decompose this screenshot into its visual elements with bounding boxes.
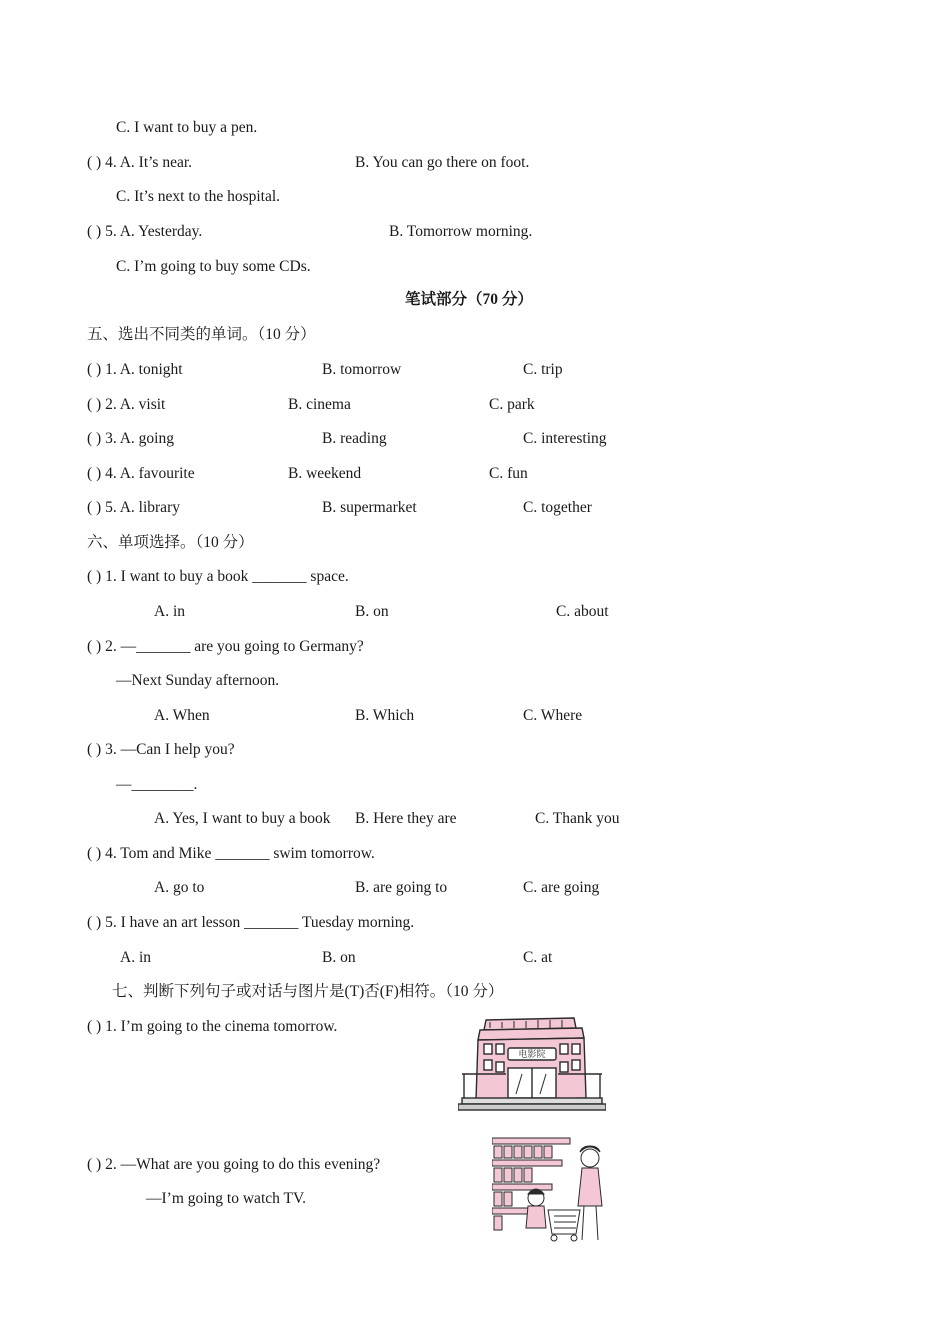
s5-q2-option-b: B. cinema: [288, 396, 351, 413]
s6-q3-option-a: A. Yes, I want to buy a book: [154, 810, 331, 827]
s6-q5-option-c: C. at: [523, 949, 553, 966]
section6-heading: 六、单项选择。（10 分）: [87, 534, 254, 551]
cinema-sign-text: 电影院: [518, 1050, 546, 1060]
listening-q5-option-a: ( ) 5. A. Yesterday.: [87, 223, 203, 240]
s5-q2-option-c: C. park: [489, 396, 535, 413]
s5-q4-option-a: ( ) 4. A. favourite: [87, 465, 195, 482]
s6-q4-option-b: B. are going to: [355, 879, 448, 896]
s6-q1-option-a: A. in: [154, 603, 185, 620]
s5-q4-option-b: B. weekend: [288, 465, 362, 482]
s5-q4-option-c: C. fun: [489, 465, 528, 482]
listening-q3-option-c: C. I want to buy a pen.: [116, 119, 258, 136]
s5-q5-option-c: C. together: [523, 499, 592, 516]
listening-q4-option-a: ( ) 4. A. It’s near.: [87, 154, 193, 171]
listening-q4-option-c: C. It’s next to the hospital.: [116, 188, 281, 205]
s5-q3-option-b: B. reading: [322, 430, 387, 447]
s6-q3-reply: —________.: [116, 776, 198, 793]
s6-q2-option-c: C. Where: [523, 707, 583, 724]
s5-q5-option-a: ( ) 5. A. library: [87, 499, 180, 516]
s6-q3-option-b: B. Here they are: [355, 810, 457, 827]
s6-q1-option-b: B. on: [355, 603, 389, 620]
cinema-building-image: [458, 1012, 606, 1116]
s6-q5-option-a: A. in: [120, 949, 151, 966]
s5-q1-option-c: C. trip: [523, 361, 563, 378]
s6-q3-option-c: C. Thank you: [535, 810, 620, 827]
section7-heading: 七、判断下列句子或对话与图片是(T)否(F)相符。（10 分）: [112, 983, 504, 1000]
listening-q4-option-b: B. You can go there on foot.: [355, 154, 530, 171]
s5-q1-option-a: ( ) 1. A. tonight: [87, 361, 183, 378]
s6-q4-option-a: A. go to: [154, 879, 205, 896]
s6-q4-stem: ( ) 4. Tom and Mike _______ swim tomorrow.: [87, 845, 375, 862]
s6-q2-option-b: B. Which: [355, 707, 415, 724]
s7-q2-reply: —I’m going to watch TV.: [146, 1190, 307, 1207]
s5-q3-option-a: ( ) 3. A. going: [87, 430, 174, 447]
section5-heading: 五、选出不同类的单词。（10 分）: [87, 326, 316, 343]
s5-q2-option-a: ( ) 2. A. visit: [87, 396, 166, 413]
s6-q2-option-a: A. When: [154, 707, 210, 724]
s6-q1-option-c: C. about: [556, 603, 609, 620]
s6-q5-option-b: B. on: [322, 949, 356, 966]
listening-q5-option-b: B. Tomorrow morning.: [389, 223, 533, 240]
listening-q5-option-c: C. I’m going to buy some CDs.: [116, 258, 311, 275]
s7-q1-text: ( ) 1. I’m going to the cinema tomorrow.: [87, 1018, 338, 1035]
s6-q1-stem: ( ) 1. I want to buy a book _______ space.: [87, 568, 349, 585]
s6-q5-stem: ( ) 5. I have an art lesson _______ Tuesday morning.: [87, 914, 415, 931]
s6-q2-stem: ( ) 2. —_______ are you going to Germany?: [87, 638, 364, 655]
s5-q3-option-c: C. interesting: [523, 430, 607, 447]
s6-q4-option-c: C. are going: [523, 879, 600, 896]
s7-q2-text: ( ) 2. —What are you going to do this evening?: [87, 1156, 381, 1173]
s5-q1-option-b: B. tomorrow: [322, 361, 402, 378]
s5-q5-option-b: B. supermarket: [322, 499, 417, 516]
s6-q3-stem: ( ) 3. —Can I help you?: [87, 741, 235, 758]
supermarket-shopping-image: [492, 1136, 608, 1242]
s6-q2-reply: —Next Sunday afternoon.: [116, 672, 280, 689]
written-part-title: 笔试部分（70 分）: [405, 291, 533, 308]
